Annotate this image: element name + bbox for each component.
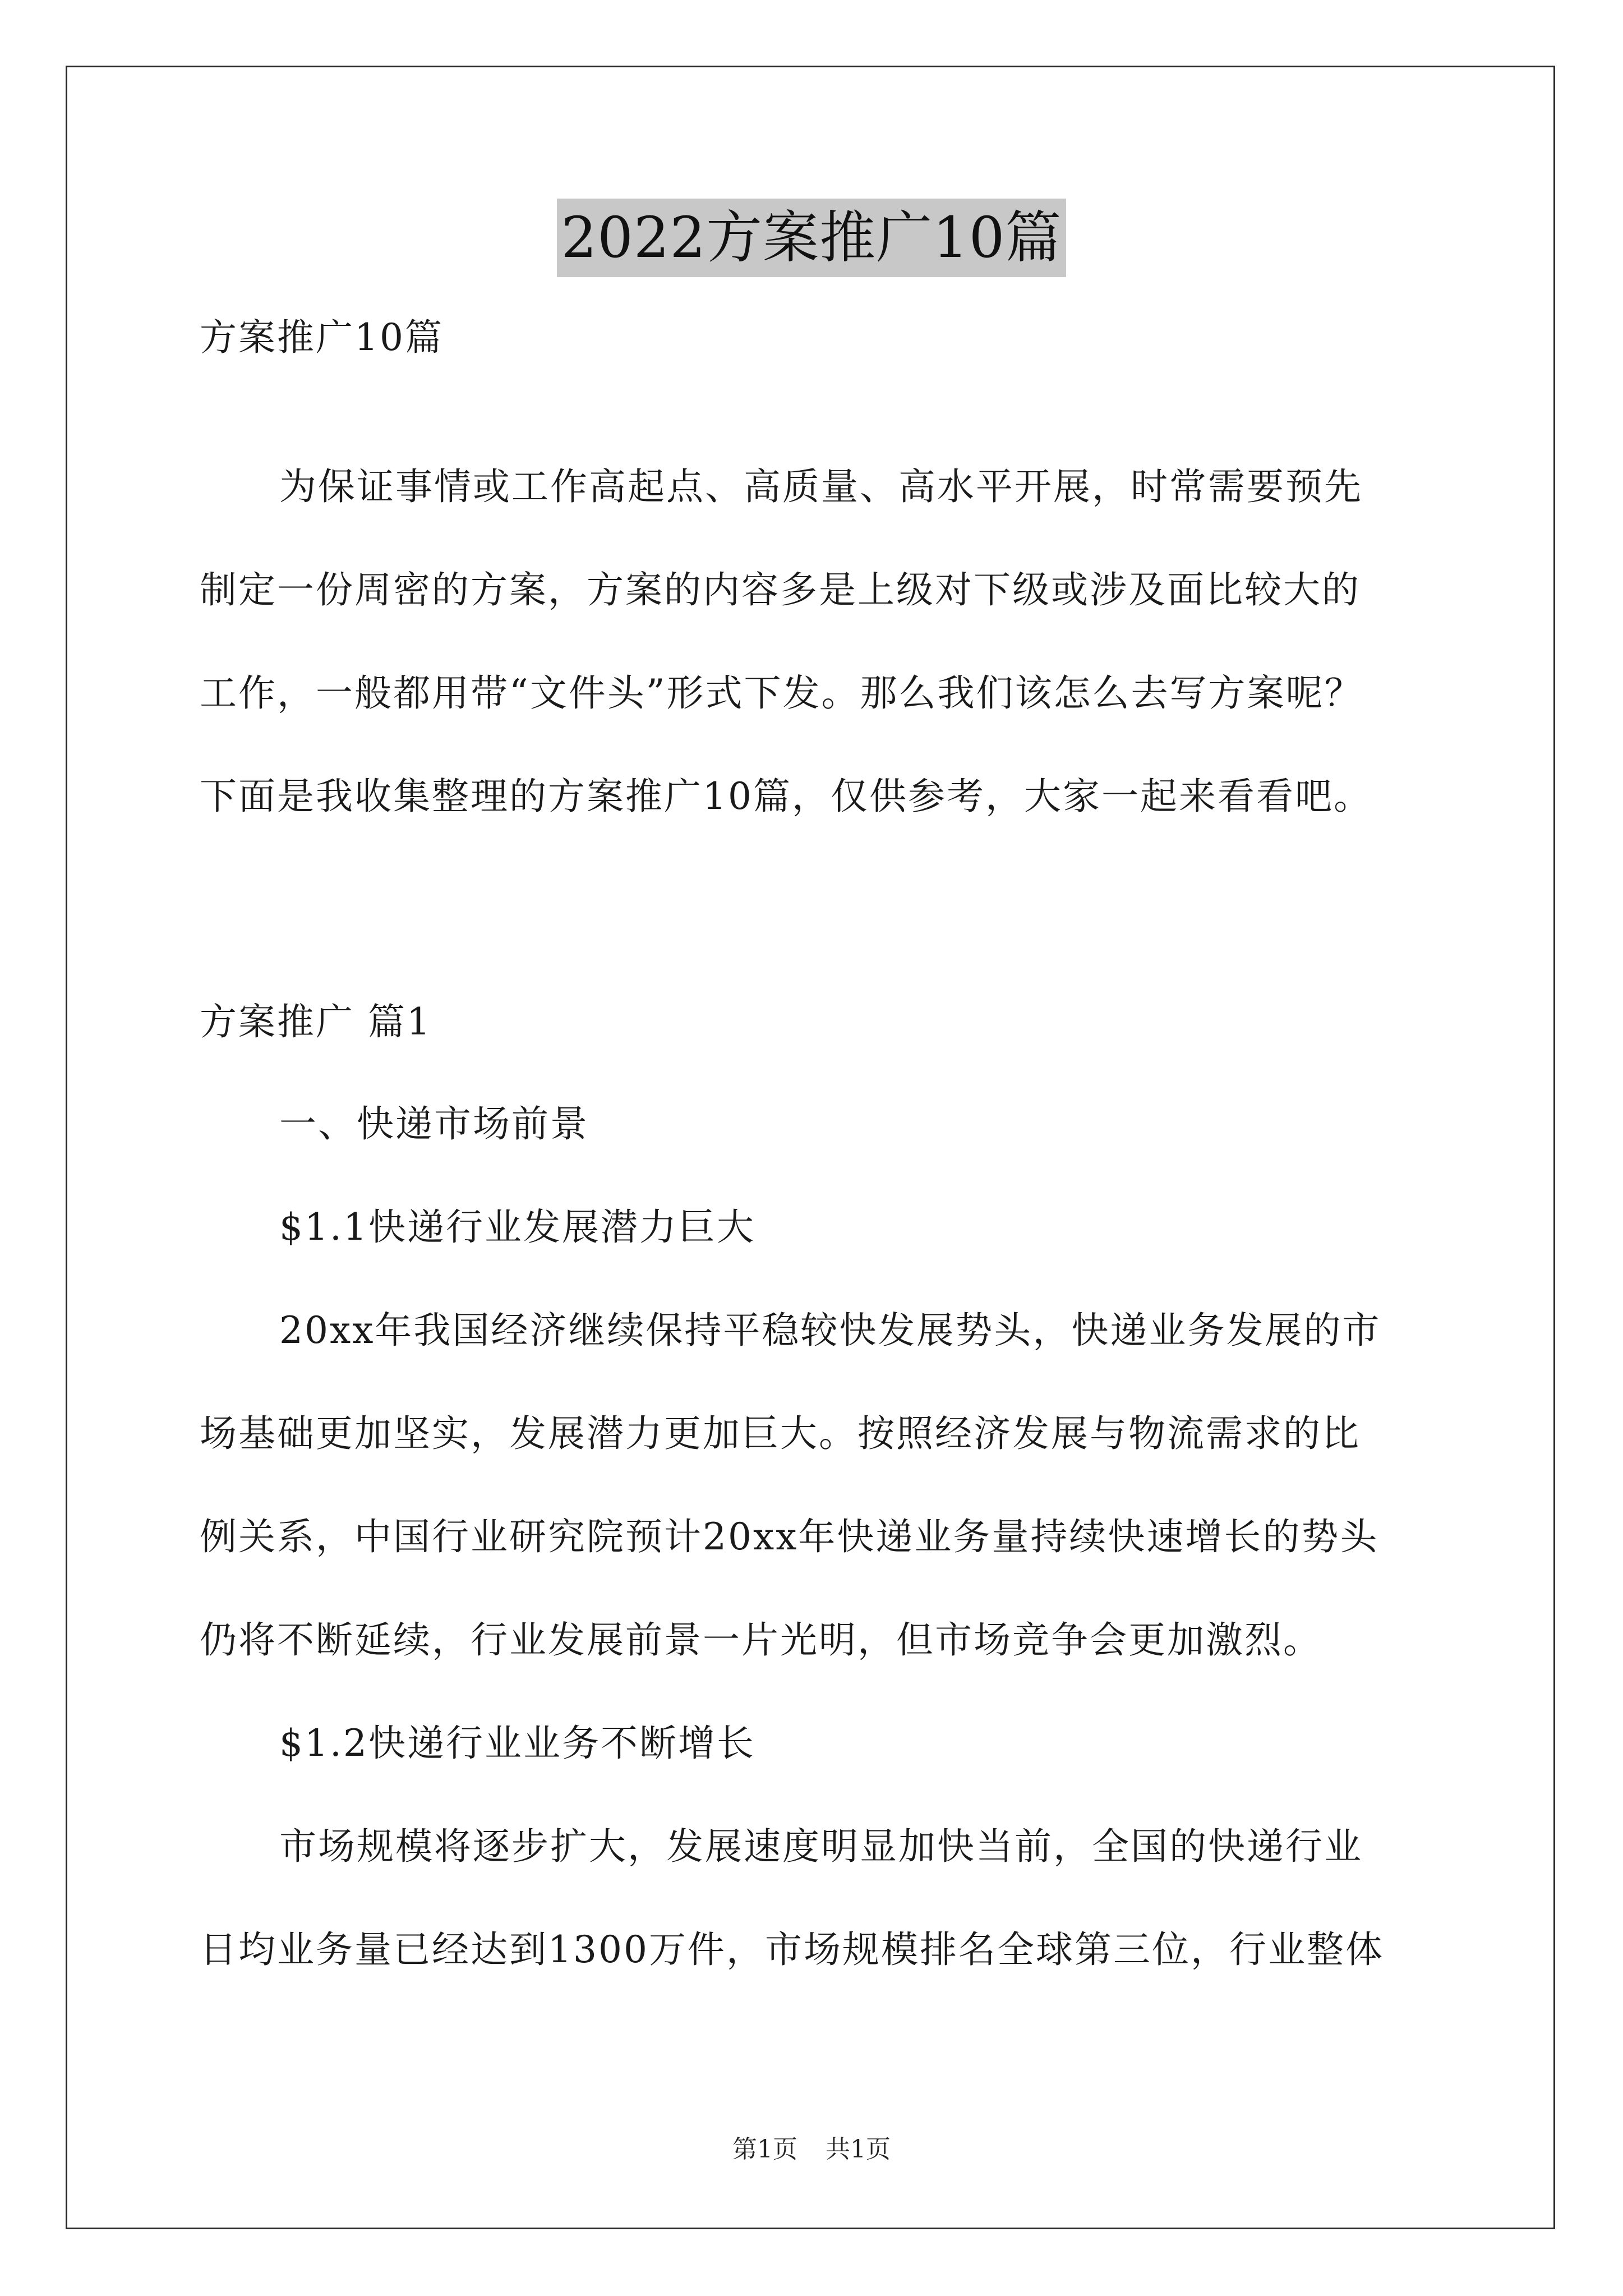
subsection-1-line-2: 场基础更加坚实，发展潜力更加巨大。按照经济发展与物流需求的比 bbox=[200, 1412, 1361, 1455]
page-number-total: 共1页 bbox=[826, 2135, 891, 2164]
intro-line-3: 工作，一般都用带“文件头”形式下发。那么我们该怎么去写方案呢？ bbox=[200, 671, 1363, 715]
page-footer bbox=[0, 2129, 1623, 2165]
subsection-1-line-4: 仍将不断延续，行业发展前景一片光明，但市场竞争会更加激烈。 bbox=[200, 1618, 1322, 1662]
document-title: 2022方案推广10篇 bbox=[557, 199, 1067, 277]
subsection-2-line-2: 日均业务量已经达到1300万件，市场规模排名全球第三位，行业整体 bbox=[200, 1928, 1384, 1971]
part-heading: 一、快递市场前景 bbox=[279, 1102, 589, 1145]
subsection-1-line-1: 20xx年我国经济继续保持平稳较快发展势头，快递业务发展的市 bbox=[279, 1309, 1381, 1352]
subsection-heading-2: $1.2快递行业业务不断增长 bbox=[279, 1722, 755, 1765]
subsection-heading-1: $1.1快递行业发展潜力巨大 bbox=[279, 1205, 755, 1249]
page-number-current: 第1页 bbox=[732, 2135, 797, 2164]
subsection-1-line-3: 例关系，中国行业研究院预计20xx年快递业务量持续快速增长的势头 bbox=[200, 1515, 1379, 1558]
title-container bbox=[0, 199, 1623, 277]
section-heading: 方案推广 篇1 bbox=[200, 1000, 432, 1043]
intro-line-2: 制定一份周密的方案，方案的内容多是上级对下级或涉及面比较大的 bbox=[200, 568, 1361, 611]
subsection-2-line-1: 市场规模将逐步扩大，发展速度明显加快当前，全国的快递行业 bbox=[279, 1825, 1363, 1868]
document-subtitle: 方案推广10篇 bbox=[200, 316, 444, 359]
intro-line-1: 为保证事情或工作高起点、高质量、高水平开展，时常需要预先 bbox=[279, 465, 1363, 508]
intro-line-4: 下面是我收集整理的方案推广10篇，仅供参考，大家一起来看看吧。 bbox=[200, 775, 1372, 818]
